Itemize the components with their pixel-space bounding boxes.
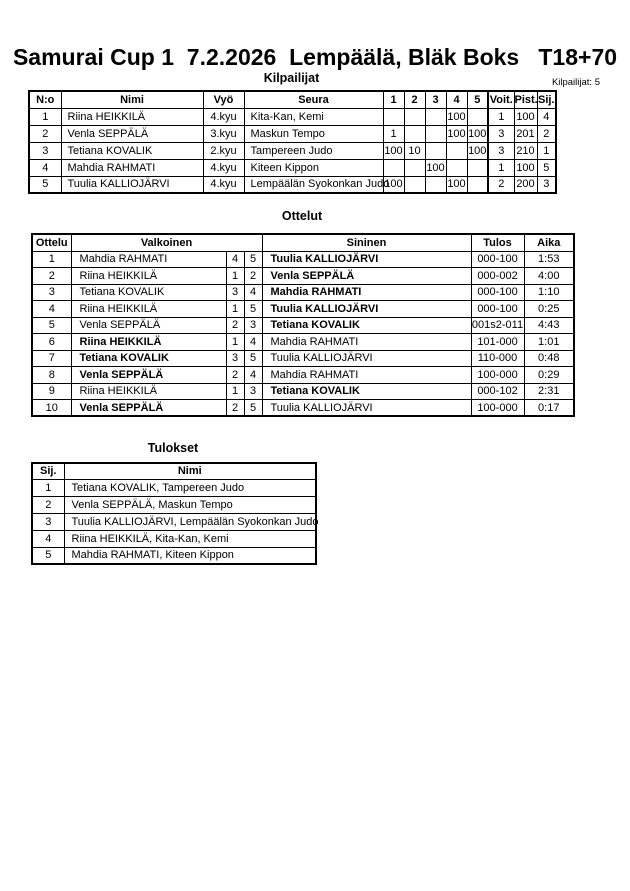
round-5-header: 5 — [467, 91, 488, 108]
competitor-no-cell: 1 — [29, 108, 61, 125]
match-no-cell: 7 — [32, 350, 71, 367]
final-rank-cell: 3 — [32, 513, 64, 530]
time-cell: 1:10 — [524, 284, 574, 301]
white-name-cell: Riina HEIKKILÄ — [71, 301, 226, 318]
white-name-cell: Tetiana KOVALIK — [71, 350, 226, 367]
score-cell: 110-000 — [471, 350, 524, 367]
round-4-header: 4 — [446, 91, 467, 108]
table-row — [32, 530, 316, 547]
club-cell — [244, 142, 383, 159]
club-cell-text: Lempäälän Syokonkan Judo — [250, 178, 390, 191]
score-cell: 000-100 — [471, 301, 524, 318]
club-cell — [244, 108, 383, 125]
blue-no-cell: 5 — [244, 251, 262, 268]
no-header: N:o — [29, 91, 61, 108]
points-vs-4-cell — [446, 159, 467, 176]
time-cell: 2:31 — [524, 383, 574, 400]
table-row — [32, 547, 316, 564]
club-cell-text: Maskun Tempo — [250, 127, 325, 140]
white-no-cell: 2 — [226, 400, 244, 417]
competitor-name-cell: Tuulia KALLIOJÄRVI — [61, 176, 203, 193]
club-cell — [244, 125, 383, 142]
competitor-name-cell: Mahdia RAHMATI — [61, 159, 203, 176]
points-vs-2-cell — [404, 159, 425, 176]
table-row — [29, 142, 556, 159]
white-no-cell: 4 — [226, 251, 244, 268]
nimi-header: Nimi — [64, 463, 316, 479]
rank-cell: 2 — [537, 125, 556, 142]
points-vs-3-cell — [425, 176, 446, 193]
score-cell: 100-000 — [471, 400, 524, 417]
final-rank-cell: 2 — [32, 496, 64, 513]
final-name-cell: Venla SEPPÄLÄ, Maskun Tempo — [64, 496, 316, 513]
vyo-header: Vyö — [203, 91, 244, 108]
table-row — [29, 176, 556, 193]
table-row — [32, 383, 574, 400]
white-no-cell: 2 — [226, 317, 244, 334]
kilpailijat-section-title: Kilpailijat — [263, 71, 320, 85]
points-vs-1-cell — [383, 159, 404, 176]
points-vs-3-cell — [425, 108, 446, 125]
points-cell: 201 — [514, 125, 537, 142]
voit-header: Voit. — [488, 91, 514, 108]
competitors-count: Kilpailijat: 5 — [551, 77, 600, 88]
points-vs-4-cell — [446, 142, 467, 159]
points-vs-5-cell: 100 — [467, 125, 488, 142]
time-cell: 4:43 — [524, 317, 574, 334]
seura-header: Seura — [244, 91, 383, 108]
table-row — [32, 284, 574, 301]
blue-no-cell: 3 — [244, 383, 262, 400]
table-row — [32, 513, 316, 530]
match-no-cell: 2 — [32, 268, 71, 285]
points-vs-5-cell: 100 — [467, 142, 488, 159]
match-no-cell: 9 — [32, 383, 71, 400]
table-row — [32, 367, 574, 384]
points-vs-3-cell — [425, 142, 446, 159]
club-cell-text: Tampereen Judo — [250, 144, 333, 157]
table-row — [32, 301, 574, 318]
blue-no-cell: 4 — [244, 334, 262, 351]
belt-cell: 2.kyu — [203, 142, 244, 159]
match-no-cell: 5 — [32, 317, 71, 334]
wins-cell: 2 — [488, 176, 514, 193]
points-cell: 210 — [514, 142, 537, 159]
final-rank-cell: 4 — [32, 530, 64, 547]
white-name-cell: Venla SEPPÄLÄ — [71, 367, 226, 384]
time-cell: 0:48 — [524, 350, 574, 367]
white-name-cell: Riina HEIKKILÄ — [71, 334, 226, 351]
club-cell-text: Kiteen Kippon — [250, 161, 319, 174]
points-vs-1-cell: 100 — [383, 176, 404, 193]
competitor-name-cell: Venla SEPPÄLÄ — [61, 125, 203, 142]
competitor-name-cell: Riina HEIKKILÄ — [61, 108, 203, 125]
round-3-header: 3 — [425, 91, 446, 108]
white-name-cell: Venla SEPPÄLÄ — [71, 317, 226, 334]
points-vs-5-cell — [467, 159, 488, 176]
blue-no-cell: 4 — [244, 367, 262, 384]
tulokset-section-title: Tulokset — [147, 441, 199, 455]
white-name-cell: Tetiana KOVALIK — [71, 284, 226, 301]
blue-name-cell: Mahdia RAHMATI — [262, 334, 471, 351]
match-no-cell: 8 — [32, 367, 71, 384]
points-vs-4-cell: 100 — [446, 108, 467, 125]
final-name-cell: Tetiana KOVALIK, Tampereen Judo — [64, 479, 316, 496]
score-cell: 000-100 — [471, 284, 524, 301]
match-no-cell: 4 — [32, 301, 71, 318]
points-vs-5-cell — [467, 108, 488, 125]
club-cell — [244, 159, 383, 176]
club-cell-text: Kita-Kan, Kemi — [250, 110, 324, 123]
blue-no-cell: 5 — [244, 301, 262, 318]
match-no-cell: 10 — [32, 400, 71, 417]
score-cell: 000-002 — [471, 268, 524, 285]
points-vs-2-cell — [404, 176, 425, 193]
wins-cell: 1 — [488, 108, 514, 125]
table-row — [32, 479, 316, 496]
points-vs-4-cell: 100 — [446, 125, 467, 142]
time-cell: 1:53 — [524, 251, 574, 268]
page-title: Samurai Cup 1 7.2.2026 Lempäälä, Bläk Boks T18+70 — [12, 44, 618, 70]
wins-cell: 3 — [488, 125, 514, 142]
wins-cell: 1 — [488, 159, 514, 176]
final-name-cell: Riina HEIKKILÄ, Kita-Kan, Kemi — [64, 530, 316, 547]
white-no-cell: 1 — [226, 268, 244, 285]
points-vs-1-cell: 100 — [383, 142, 404, 159]
table-row — [29, 159, 556, 176]
white-name-cell: Venla SEPPÄLÄ — [71, 400, 226, 417]
tulokset-table — [31, 462, 317, 565]
sij-header: Sij. — [537, 91, 556, 108]
white-name-cell: Riina HEIKKILÄ — [71, 268, 226, 285]
ottelut-table — [31, 233, 575, 417]
points-cell: 100 — [514, 159, 537, 176]
sininen-header: Sininen — [262, 234, 471, 251]
rank-cell: 3 — [537, 176, 556, 193]
belt-cell: 4.kyu — [203, 176, 244, 193]
ottelu-header: Ottelu — [32, 234, 71, 251]
white-no-cell: 3 — [226, 350, 244, 367]
blue-name-cell: Mahdia RAHMATI — [262, 284, 471, 301]
points-vs-5-cell — [467, 176, 488, 193]
match-no-cell: 1 — [32, 251, 71, 268]
time-cell: 4:00 — [524, 268, 574, 285]
belt-cell: 4.kyu — [203, 159, 244, 176]
white-no-cell: 2 — [226, 367, 244, 384]
sij-header: Sij. — [32, 463, 64, 479]
blue-name-cell: Mahdia RAHMATI — [262, 367, 471, 384]
table-row — [29, 125, 556, 142]
belt-cell: 3.kyu — [203, 125, 244, 142]
belt-cell: 4.kyu — [203, 108, 244, 125]
kilpailijat-table — [28, 90, 557, 194]
table-row — [32, 350, 574, 367]
pist-header: Pist. — [514, 91, 537, 108]
final-name-cell: Tuulia KALLIOJÄRVI, Lempäälän Syokonkan Judo — [64, 513, 316, 530]
table-header-row — [29, 91, 556, 108]
table-row — [32, 317, 574, 334]
club-cell — [244, 176, 390, 193]
blue-name-cell: Tuulia KALLIOJÄRVI — [262, 350, 471, 367]
time-cell: 0:29 — [524, 367, 574, 384]
time-cell: 1:01 — [524, 334, 574, 351]
tulos-header: Tulos — [471, 234, 524, 251]
points-cell: 200 — [514, 176, 537, 193]
rank-cell: 5 — [537, 159, 556, 176]
wins-cell: 3 — [488, 142, 514, 159]
time-cell: 0:17 — [524, 400, 574, 417]
points-vs-2-cell — [404, 108, 425, 125]
white-no-cell: 1 — [226, 301, 244, 318]
final-name-cell: Mahdia RAHMATI, Kiteen Kippon — [64, 547, 316, 564]
rank-cell: 4 — [537, 108, 556, 125]
blue-no-cell: 5 — [244, 400, 262, 417]
final-rank-cell: 5 — [32, 547, 64, 564]
blue-name-cell: Tuulia KALLIOJÄRVI — [262, 400, 471, 417]
final-rank-cell: 1 — [32, 479, 64, 496]
blue-name-cell: Tetiana KOVALIK — [262, 317, 471, 334]
ottelut-section-title: Ottelut — [281, 209, 323, 223]
table-row — [32, 334, 574, 351]
match-no-cell: 3 — [32, 284, 71, 301]
points-vs-3-cell: 100 — [425, 159, 446, 176]
round-2-header: 2 — [404, 91, 425, 108]
blue-no-cell: 3 — [244, 317, 262, 334]
competitor-no-cell: 4 — [29, 159, 61, 176]
competitor-name-cell: Tetiana KOVALIK — [61, 142, 203, 159]
competitor-no-cell: 3 — [29, 142, 61, 159]
round-1-header: 1 — [383, 91, 404, 108]
points-vs-4-cell: 100 — [446, 176, 467, 193]
score-cell: 000-100 — [471, 251, 524, 268]
score-cell: 001s2-011 — [471, 317, 524, 334]
table-row — [32, 251, 574, 268]
white-no-cell: 1 — [226, 334, 244, 351]
blue-no-cell: 2 — [244, 268, 262, 285]
blue-no-cell: 4 — [244, 284, 262, 301]
table-header-row — [32, 463, 316, 479]
points-vs-3-cell — [425, 125, 446, 142]
blue-name-cell: Tetiana KOVALIK — [262, 383, 471, 400]
rank-cell: 1 — [537, 142, 556, 159]
score-cell: 000-102 — [471, 383, 524, 400]
white-no-cell: 3 — [226, 284, 244, 301]
valkoinen-header: Valkoinen — [71, 234, 262, 251]
points-vs-1-cell — [383, 108, 404, 125]
table-row — [32, 400, 574, 417]
white-no-cell: 1 — [226, 383, 244, 400]
match-no-cell: 6 — [32, 334, 71, 351]
table-row — [32, 496, 316, 513]
aika-header: Aika — [524, 234, 574, 251]
white-name-cell: Riina HEIKKILÄ — [71, 383, 226, 400]
blue-name-cell: Tuulia KALLIOJÄRVI — [262, 301, 471, 318]
white-name-cell: Mahdia RAHMATI — [71, 251, 226, 268]
score-cell: 100-000 — [471, 367, 524, 384]
score-cell: 101-000 — [471, 334, 524, 351]
nimi-header: Nimi — [61, 91, 203, 108]
competitor-no-cell: 2 — [29, 125, 61, 142]
table-row — [29, 108, 556, 125]
points-vs-1-cell: 1 — [383, 125, 404, 142]
blue-name-cell: Venla SEPPÄLÄ — [262, 268, 471, 285]
blue-no-cell: 5 — [244, 350, 262, 367]
blue-name-cell: Tuulia KALLIOJÄRVI — [262, 251, 471, 268]
table-row — [32, 268, 574, 285]
competitor-no-cell: 5 — [29, 176, 61, 193]
time-cell: 0:25 — [524, 301, 574, 318]
points-cell: 100 — [514, 108, 537, 125]
points-vs-2-cell: 10 — [404, 142, 425, 159]
points-vs-2-cell — [404, 125, 425, 142]
table-header-row — [32, 234, 574, 251]
